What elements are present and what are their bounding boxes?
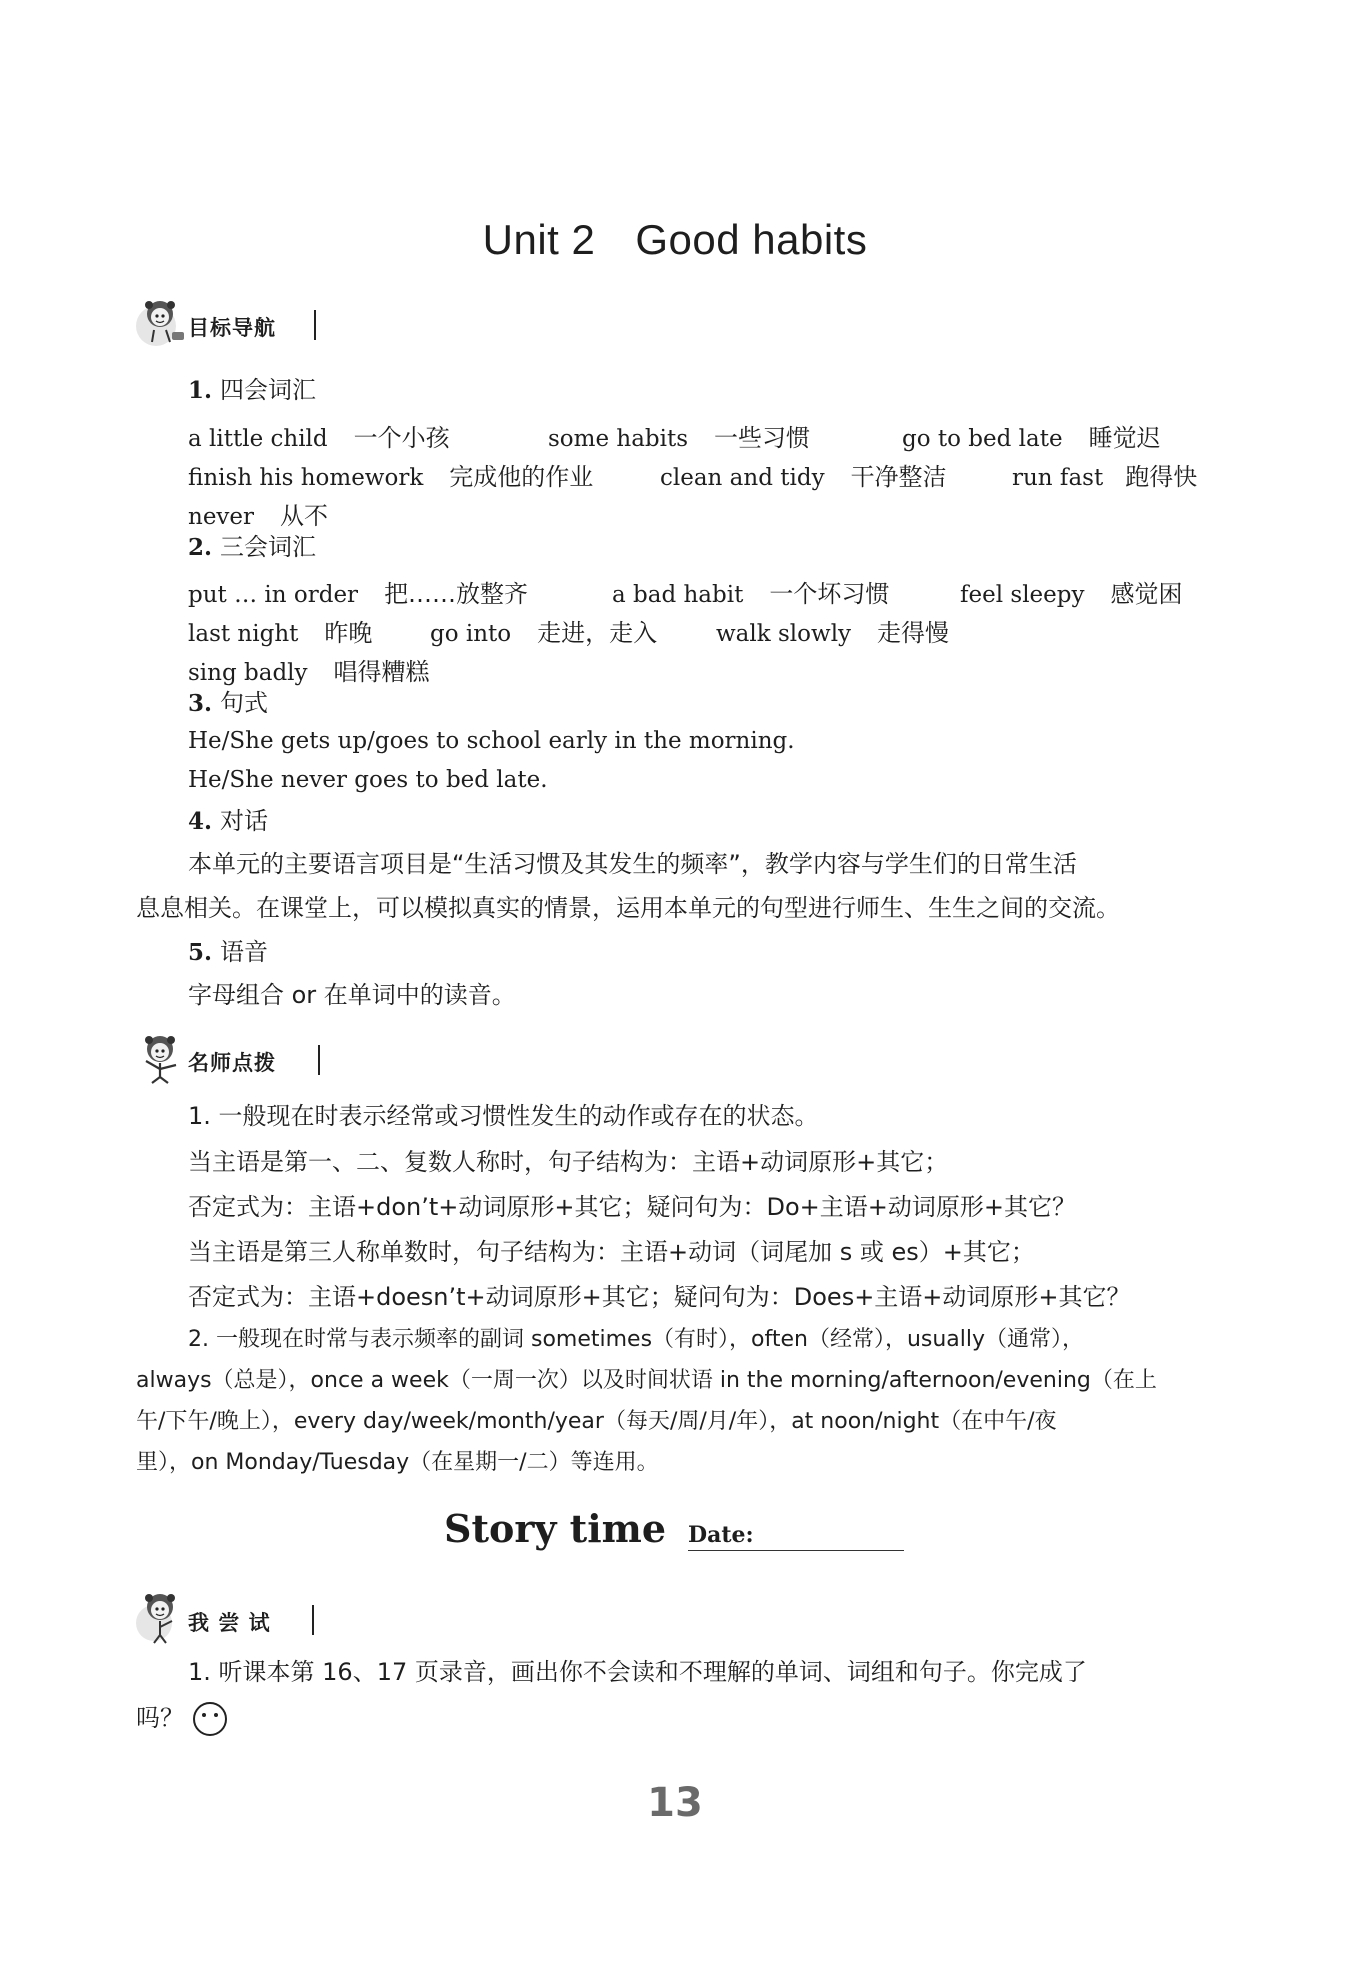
tip-line: always（总是），once a week（一周一次）以及时间状语 in the morning/afternoon/evening（在上 <box>136 1368 1157 1393</box>
vocab-item: finish his homework 完成他的作业 <box>188 463 594 491</box>
smiley-face-icon[interactable] <box>192 1701 228 1737</box>
vocab-item: a bad habit 一个坏习惯 <box>612 580 890 608</box>
dialogue-text: 本单元的主要语言项目是“生活习惯及其发生的频率”，教学内容与学生们的日常生活 <box>188 850 1077 878</box>
section-label: 我 尝 试 <box>188 1611 271 1635</box>
page-number: 13 <box>647 1780 703 1826</box>
goals-heading-3: 3. 句式 <box>188 689 269 717</box>
vocab-item: put … in order 把……放整齐 <box>188 580 529 608</box>
goals-heading-4: 4. 对话 <box>188 807 269 835</box>
story-time-heading: Story time <box>444 1506 667 1551</box>
tip-line: 否定式为：主语+don’t+动词原形+其它；疑问句为：Do+主语+动词原形+其它？ <box>188 1193 1076 1221</box>
vocab-item: some habits 一些习惯 <box>548 424 811 452</box>
vocab-item: a little child 一个小孩 <box>188 424 450 452</box>
girl-mascot-icon <box>132 1025 188 1085</box>
goals-heading-5: 5. 语音 <box>188 938 269 966</box>
try-instruction: 吗？ <box>136 1704 184 1732</box>
try-instruction: 1. 听课本第 16、17 页录音，画出你不会读和不理解的单词、词组和句子。你完成了 <box>188 1658 1087 1686</box>
section-divider <box>312 1605 314 1635</box>
vocab-item: run fast 跑得快 <box>1012 463 1198 491</box>
vocab-item: sing badly 唱得糟糕 <box>188 658 430 686</box>
girl-mascot-icon <box>132 1585 188 1645</box>
vocab-item: feel sleepy 感觉困 <box>960 580 1183 608</box>
section-divider <box>318 1045 320 1075</box>
vocab-item: go into 走进，走入 <box>430 619 658 647</box>
section-header-try <box>132 1585 322 1645</box>
date-blank-line[interactable] <box>688 1550 904 1551</box>
phonics-text: 字母组合 or 在单词中的读音。 <box>188 981 516 1009</box>
vocab-item: walk slowly 走得慢 <box>716 619 950 647</box>
vocab-item: go to bed late 睡觉迟 <box>902 424 1161 452</box>
goals-heading-2: 2. 三会词汇 <box>188 533 317 561</box>
dialogue-text: 息息相关。在课堂上，可以模拟真实的情景，运用本单元的句型进行师生、生生之间的交流。 <box>136 894 1120 922</box>
sentence-pattern: He/She gets up/goes to school early in the morning. <box>188 728 795 754</box>
tip-line: 午/下午/晚上），every day/week/month/year（每天/周/月/年），at noon/night（在中午/夜 <box>136 1409 1057 1434</box>
tip-line: 当主语是第三人称单数时，句子结构为：主语+动词（词尾加 s 或 es）+其它； <box>188 1238 1035 1266</box>
tip-line: 2. 一般现在时常与表示频率的副词 sometimes（有时），often（经常），usually（通常）， <box>188 1327 1085 1352</box>
tip-line: 当主语是第一、二、复数人称时，句子结构为：主语+动词原形+其它； <box>188 1148 949 1176</box>
tip-line: 里），on Monday/Tuesday（在星期一/二）等连用。 <box>136 1450 659 1475</box>
section-header-goals <box>132 290 322 350</box>
tip-line: 否定式为：主语+doesn’t+动词原形+其它；疑问句为：Does+主语+动词原形+其它？ <box>188 1283 1131 1311</box>
tip-line: 1. 一般现在时表示经常或习惯性发生的动作或存在的状态。 <box>188 1102 819 1130</box>
unit-title <box>0 216 1350 264</box>
unit-number: Unit 2 <box>482 216 596 263</box>
section-label: 名师点拨 <box>188 1051 276 1075</box>
vocab-item: never 从不 <box>188 502 329 530</box>
section-label: 目标导航 <box>188 316 276 340</box>
vocab-item: clean and tidy 干净整洁 <box>660 463 947 491</box>
girl-mascot-icon <box>132 290 188 350</box>
unit-name: Good habits <box>635 216 868 263</box>
section-divider <box>314 310 316 340</box>
sentence-pattern: He/She never goes to bed late. <box>188 767 548 793</box>
date-label: Date: <box>688 1522 754 1548</box>
goals-heading-1: 1. 四会词汇 <box>188 376 317 404</box>
vocab-item: last night 昨晚 <box>188 619 373 647</box>
section-header-tips <box>132 1025 322 1085</box>
